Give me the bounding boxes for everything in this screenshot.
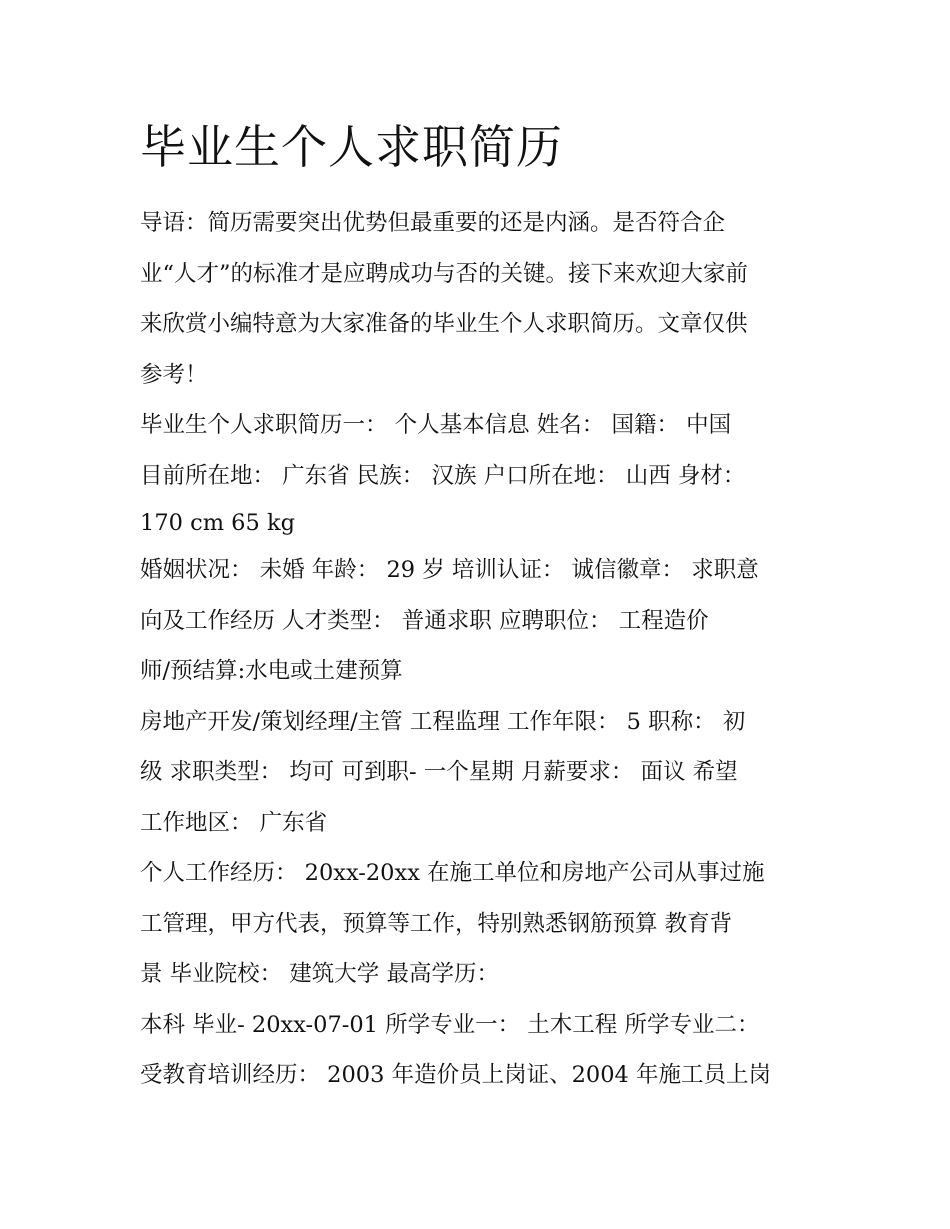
text-line: 个人工作经历： 20xx-20xx 在施工单位和房地产公司从事过施 [140,860,765,886]
text-line: 工作地区： 广东省 [140,809,328,836]
paragraph-personal-status [140,545,820,697]
paragraph-work-experience [140,848,820,1000]
text-line: 婚姻状况： 未婚 年龄： 29 岁 培训认证： 诚信徽章： 求职意 [140,557,759,583]
text-line: 业“人才”的标准才是应聘成功与否的关键。接下来欢迎大家前 [140,260,749,287]
text-line: 工管理，甲方代表，预算等工作，特别熟悉钢筋预算 教育背 [140,910,733,937]
document-page [140,112,820,1101]
text-line: 导语：简历需要突出优势但最重要的还是内涵。是否符合企 [140,210,726,236]
paragraph-job-intention [140,697,820,849]
text-line: 师/预结算:水电或土建预算 [140,658,403,684]
text-line: 参考！ [140,361,208,388]
paragraph-intro [140,198,820,400]
paragraph-basic-info [140,400,820,545]
text-line: 来欣赏小编特意为大家准备的毕业生个人求职简历。文章仅供 [140,311,748,337]
text-line: 受教育培训经历： 2003 年造价员上岗证、2004 年施工员上岗 [140,1062,771,1088]
text-line: 向及工作经历 人才类型： 普通求职 应聘职位： 工程造价 [140,607,709,634]
text-line: 170 cm 65 kg [140,510,296,536]
text-line: 级 求职类型： 均可 可到职- 一个星期 月薪要求： 面议 希望 [140,759,738,785]
text-line: 景 毕业院校： 建筑大学 最高学历： [140,961,499,987]
document-title: 毕业生个人求职简历 [140,120,563,174]
text-line: 目前所在地： 广东省 民族： 汉族 户口所在地： 山西 身材： [140,462,746,489]
text-line: 毕业生个人求职简历一： 个人基本信息 姓名： 国籍： 中国 [140,412,732,438]
text-line: 房地产开发/策划经理/主管 工程监理 工作年限： 5 职称： 初 [140,708,746,735]
text-line: 本科 毕业- 20xx-07-01 所学专业一： 土木工程 所学专业二： [140,1011,760,1038]
paragraph-education [140,1000,820,1101]
